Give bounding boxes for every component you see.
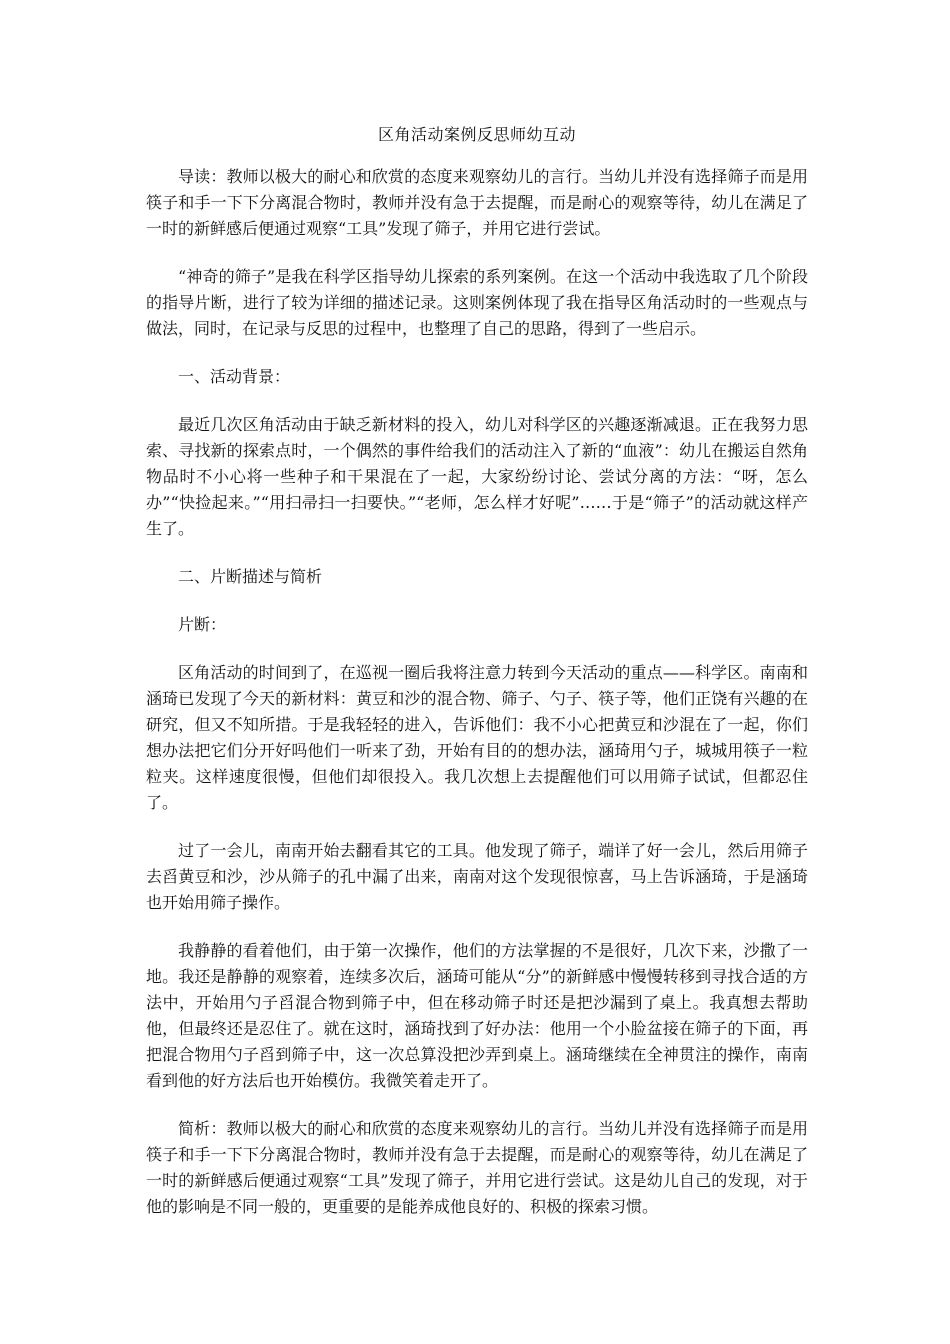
intro-paragraph: 导读：教师以极大的耐心和欣赏的态度来观察幼儿的言行。当幼儿并没有选择筛子而是用筷子和手一下下分离混合物时，教师并没有急于去提醒，而是耐心的观察等待，幼儿在满足了一时的新鲜感后便通过观察“工具”发现了筛子，并用它进行尝试。: [146, 167, 808, 238]
background-paragraph: 最近几次区角活动由于缺乏新材料的投入，幼儿对科学区的兴趣逐渐减退。正在我努力思索、寻找新的探索点时，一个偶然的事件给我们的活动注入了新的“血液”：幼儿在搬运自然角物品时不小心将一些种子和干果混在了一起，大家纷纷讨论、尝试分离的方法：“呀，怎么办”“快捡起来。”“用扫帚扫一扫要快。”“老师，怎么样才好呢”……于是“筛子”的活动就这样产生了。: [146, 415, 808, 538]
overview-paragraph: “神奇的筛子”是我在科学区指导幼儿探索的系列案例。在这一个活动中我选取了几个阶段的指导片断，进行了较为详细的描述记录。这则案例体现了我在指导区角活动时的一些观点与做法，同时，在记录与反思的过程中，也整理了自己的思路，得到了一些启示。: [146, 267, 808, 338]
section-heading-background: 一、活动背景：: [178, 367, 291, 386]
fragment-paragraph-1: 区角活动的时间到了，在巡视一圈后我将注意力转到今天活动的重点——科学区。南南和涵琦已发现了今天的新材料：黄豆和沙的混合物、筛子、勺子、筷子等，他们正饶有兴趣的在研究，但又不知所措。于是我轻轻的进入，告诉他们：我不小心把黄豆和沙混在了一起，你们想办法把它们分开好吗他们一听来了劲，开始有目的的想办法，涵琦用勺子，城城用筷子一粒粒夹。这样速度很慢，但他们却很投入。我几次想上去提醒他们可以用筛子试试，但都忍住了。: [146, 663, 808, 812]
fragment-label: 片断：: [178, 615, 227, 634]
fragment-paragraph-3: 我静静的看着他们，由于第一次操作，他们的方法掌握的不是很好，几次下来，沙撒了一地。我还是静静的观察着，连续多次后，涵琦可能从“分”的新鲜感中慢慢转移到寻找合适的方法中，开始用勺子舀混合物到筛子中，但在移动筛子时还是把沙漏到了桌上。我真想去帮助他，但最终还是忍住了。就在这时，涵琦找到了好办法：他用一个小脸盆接在筛子的下面，再把混合物用勺子舀到筛子中，这一次总算没把沙弄到桌上。涵琦继续在全神贯注的操作，南南看到他的好方法后也开始模仿。我微笑着走开了。: [146, 941, 808, 1090]
analysis-paragraph: 简析：教师以极大的耐心和欣赏的态度来观察幼儿的言行。当幼儿并没有选择筛子而是用筷子和手一下下分离混合物时，教师并没有急于去提醒，而是耐心的观察等待，幼儿在满足了一时的新鲜感后便通过观察“工具”发现了筛子，并用它进行尝试。这是幼儿自己的发现，对于他的影响是不同一般的，更重要的是能养成他良好的、积极的探索习惯。: [146, 1119, 808, 1216]
document-page: [146, 122, 808, 1242]
section-heading-fragments: 二、片断描述与简析: [178, 567, 323, 586]
fragment-paragraph-2: 过了一会儿，南南开始去翻看其它的工具。他发现了筛子，端详了好一会儿，然后用筛子去舀黄豆和沙，沙从筛子的孔中漏了出来，南南对这个发现很惊喜，马上告诉涵琦，于是涵琦也开始用筛子操作。: [146, 841, 808, 912]
document-title: 区角活动案例反思师幼互动: [377, 125, 576, 144]
